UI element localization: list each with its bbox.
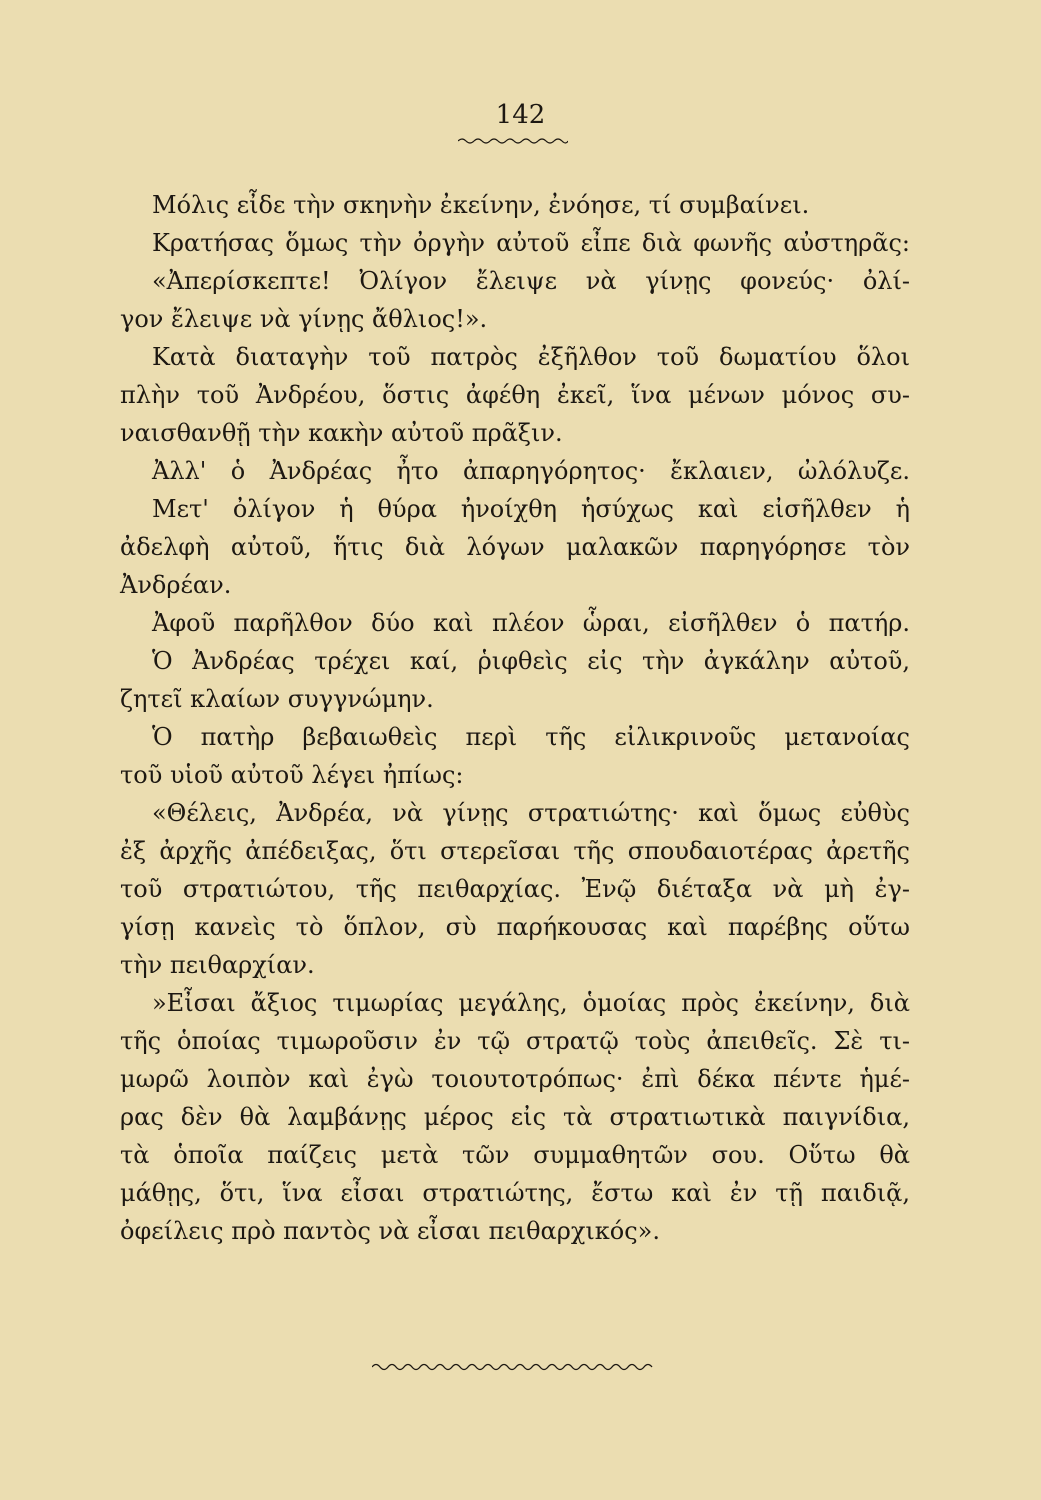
body-text	[120, 186, 910, 1250]
text-line: Κρατήσας ὅμως τὴν ὀργὴν αὐτοῦ εἶπε διὰ φωνῆς αὐστηρᾶς:	[152, 229, 910, 257]
text-line: Ὁ πατὴρ βεβαιωθεὶς περὶ τῆς εἰλικρινοῦς μετανοίας	[152, 723, 910, 751]
text-line: »Εἶσαι ἄξιος τιμωρίας μεγάλης, ὁμοίας πρὸς ἐκείνην, διὰ	[152, 989, 910, 1017]
text-line: «Ἀπερίσκεπτε! Ὀλίγον ἔλειψε νὰ γίνῃς φονεύς· ὀλί-	[152, 267, 910, 295]
text-line: πλὴν τοῦ Ἀνδρέου, ὅστις ἀφέθη ἐκεῖ, ἵνα μένων μόνος συ-	[120, 381, 910, 409]
text-line: γον ἔλειψε νὰ γίνῃς ἄθλιος!».	[120, 305, 488, 333]
text-line: τοῦ υἱοῦ αὐτοῦ λέγει ἠπίως:	[120, 761, 464, 789]
text-line: τοῦ στρατιώτου, τῆς πειθαρχίας. Ἐνῷ διέταξα νὰ μὴ ἐγ-	[120, 875, 910, 903]
text-line: ναισθανθῇ τὴν κακὴν αὐτοῦ πρᾶξιν.	[120, 419, 563, 447]
text-line: ἐξ ἀρχῆς ἀπέδειξας, ὅτι στερεῖσαι τῆς σπουδαιοτέρας ἀρετῆς	[120, 837, 910, 865]
page-number: 142	[495, 100, 546, 130]
text-line: Ἀφοῦ παρῆλθον δύο καὶ πλέον ὧραι, εἰσῆλθεν ὁ πατήρ.	[152, 609, 910, 637]
text-line: τῆς ὁποίας τιμωροῦσιν ἐν τῷ στρατῷ τοὺς ἀπειθεῖς. Σὲ τι-	[120, 1027, 910, 1055]
text-line: Ἀνδρέαν.	[120, 571, 232, 599]
text-line: Μετ' ὀλίγον ἡ θύρα ἠνοίχθη ἡσύχως καὶ εἰσῆλθεν ἡ	[152, 495, 910, 523]
page-number-underline-ornament	[458, 137, 568, 145]
text-line: «Θέλεις, Ἀνδρέα, νὰ γίνῃς στρατιώτης· καὶ ὅμως εὐθὺς	[152, 799, 910, 827]
text-line: τὴν πειθαρχίαν.	[120, 951, 315, 979]
text-line: Ὁ Ἀνδρέας τρέχει καί, ῥιφθεὶς εἰς τὴν ἀγκάλην αὐτοῦ,	[152, 647, 910, 675]
text-line: γίσῃ κανεὶς τὸ ὅπλον, σὺ παρήκουσας καὶ παρέβης οὕτω	[120, 913, 910, 941]
text-line: ἀδελφὴ αὐτοῦ, ἥτις διὰ λόγων μαλακῶν παρηγόρησε τὸν	[120, 533, 910, 561]
text-line: μάθῃς, ὅτι, ἵνα εἶσαι στρατιώτης, ἔστω καὶ ἐν τῇ παιδιᾷ,	[120, 1179, 910, 1207]
text-line: Μόλις εἶδε τὴν σκηνὴν ἐκείνην, ἐνόησε, τί συμβαίνει.	[152, 191, 810, 219]
text-line: ὀφείλεις πρὸ παντὸς νὰ εἶσαι πειθαρχικός».	[120, 1217, 660, 1245]
end-wavy-ornament	[372, 1360, 654, 1374]
text-line: ζητεῖ κλαίων συγγνώμην.	[120, 685, 434, 713]
text-line: Ἀλλ' ὁ Ἀνδρέας ἦτο ἀπαρηγόρητος· ἔκλαιεν, ὠλόλυζε.	[152, 457, 910, 485]
text-line: τὰ ὁποῖα παίζεις μετὰ τῶν συμμαθητῶν σου. Οὕτω θὰ	[120, 1141, 910, 1169]
text-line: ρας δὲν θὰ λαμβάνῃς μέρος εἰς τὰ στρατιωτικὰ παιγνίδια,	[120, 1103, 910, 1131]
text-line: μωρῶ λοιπὸν καὶ ἐγὼ τοιουτοτρόπως· ἐπὶ δέκα πέντε ἡμέ-	[120, 1065, 910, 1093]
text-line: Κατὰ διαταγὴν τοῦ πατρὸς ἐξῆλθον τοῦ δωματίου ὅλοι	[152, 343, 910, 371]
